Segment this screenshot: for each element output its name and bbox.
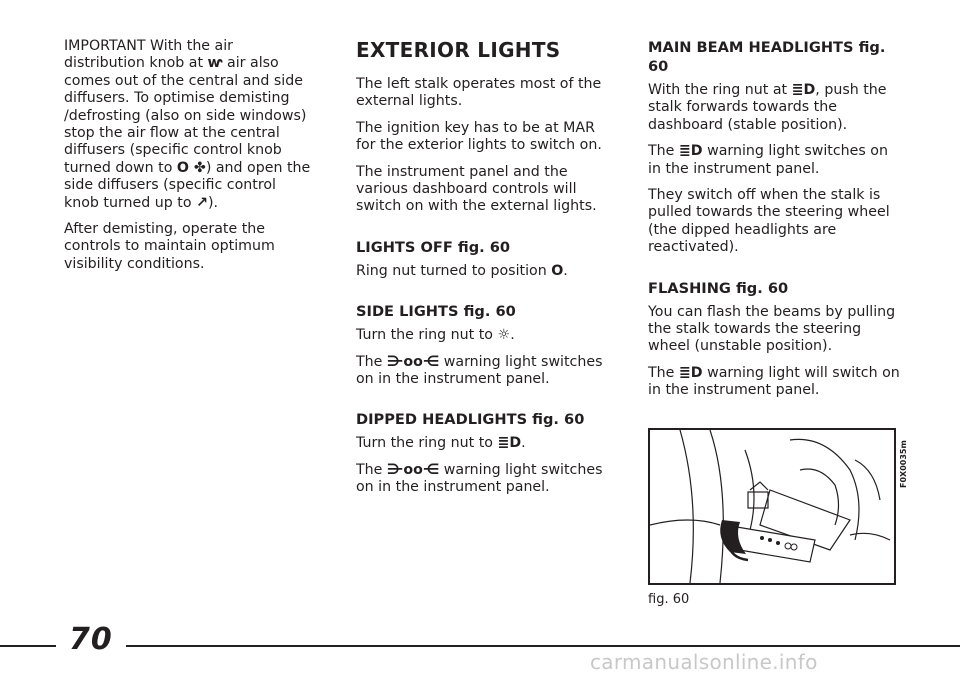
side-lights-icon: ☼ bbox=[497, 327, 511, 344]
text: ). bbox=[207, 194, 218, 211]
column-right bbox=[648, 38, 900, 409]
text: warning light switches on in the instrument panel. bbox=[356, 353, 603, 388]
text: . bbox=[521, 435, 526, 452]
light-stalk-illustration bbox=[650, 430, 894, 583]
text: The bbox=[356, 353, 387, 370]
side-lights-warning-icon: ⋺oo⋲ bbox=[386, 461, 440, 478]
watermark: carmanualsonline.info bbox=[590, 650, 818, 674]
figure-caption: fig. 60 bbox=[648, 592, 690, 607]
column-middle bbox=[356, 38, 606, 506]
paragraph: The ignition key has to be at MAR for the exterior lights to switch on. bbox=[356, 119, 602, 154]
text: warning light will switch on in the instrument panel. bbox=[648, 364, 900, 399]
figure-code bbox=[897, 430, 909, 490]
text: . bbox=[563, 262, 568, 279]
paragraph bbox=[648, 143, 900, 178]
off-position-icon: O bbox=[551, 262, 564, 279]
paragraph bbox=[356, 435, 606, 452]
paragraph: The instrument panel and the various dashboard controls will switch on with the external lights. bbox=[356, 163, 597, 215]
text: With the ring nut at bbox=[648, 82, 792, 98]
windscreen-vent-icon: ⱳ bbox=[207, 55, 223, 72]
main-beam-heading: MAIN BEAM HEADLIGHTS fig. 60 bbox=[648, 39, 886, 75]
text: air also comes out of the central and side diffusers. To optimise demisting /defrosting (also on side windows) stop the air flow at the central diffusers (specific control knob turned down to bbox=[64, 55, 307, 176]
text: Turn the ring nut to bbox=[356, 435, 498, 452]
flashing-heading: FLASHING fig. 60 bbox=[648, 279, 789, 297]
text: Ring nut turned to position bbox=[356, 262, 552, 279]
side-lights-heading: SIDE LIGHTS fig. 60 bbox=[356, 303, 516, 321]
demisting-paragraph: After demisting, operate the controls to maintain optimum visibility conditions. bbox=[64, 221, 275, 272]
paragraph bbox=[648, 82, 900, 134]
figure-code-text: F0X0035m bbox=[899, 440, 908, 488]
closed-fan-icon: O ✤ bbox=[176, 159, 206, 176]
side-vent-icon: ↗ bbox=[196, 194, 208, 211]
text: , push the stalk forwards towards the dashboard (stable position). bbox=[648, 82, 887, 133]
text: warning light switches on in the instrument panel. bbox=[648, 143, 888, 177]
important-paragraph bbox=[64, 38, 314, 212]
paragraph: They switch off when the stalk is pulled towards the steering wheel (the dipped headlights are reactivated). bbox=[648, 187, 890, 256]
paragraph: You can flash the beams by pulling the stalk towards the steering wheel (unstable position). bbox=[648, 303, 896, 355]
paragraph bbox=[648, 365, 900, 400]
main-beam-icon: ≣D bbox=[791, 82, 816, 98]
text: The bbox=[648, 364, 679, 381]
dipped-beam-icon: ≣D bbox=[497, 435, 522, 452]
text: . bbox=[510, 327, 515, 344]
main-beam-icon: ≣D bbox=[678, 364, 703, 381]
column-left bbox=[64, 38, 314, 282]
section-title: EXTERIOR LIGHTS bbox=[356, 38, 561, 62]
figure-60-illustration bbox=[648, 428, 896, 585]
text: The bbox=[648, 143, 679, 160]
page-number: 70 bbox=[69, 622, 113, 657]
text: Turn the ring nut to bbox=[356, 327, 498, 344]
lights-off-heading: LIGHTS OFF fig. 60 bbox=[356, 238, 511, 256]
paragraph bbox=[356, 462, 606, 497]
paragraph bbox=[356, 327, 606, 344]
footer-rule-left bbox=[0, 645, 56, 647]
main-beam-icon: ≣D bbox=[678, 143, 703, 160]
paragraph: The left stalk operates most of the external lights. bbox=[356, 76, 602, 110]
footer-rule-right bbox=[126, 645, 960, 647]
paragraph bbox=[356, 354, 606, 389]
text: IMPORTANT With the air distribution knob at bbox=[64, 38, 234, 72]
side-lights-warning-icon: ⋺oo⋲ bbox=[386, 353, 440, 370]
dipped-headlights-heading: DIPPED HEADLIGHTS fig. 60 bbox=[356, 411, 585, 429]
text: The bbox=[356, 461, 387, 478]
text: ) and open the side diffusers (specific control knob turned up to bbox=[64, 159, 311, 211]
paragraph bbox=[356, 263, 606, 280]
text: warning light switches on in the instrument panel. bbox=[356, 461, 603, 496]
